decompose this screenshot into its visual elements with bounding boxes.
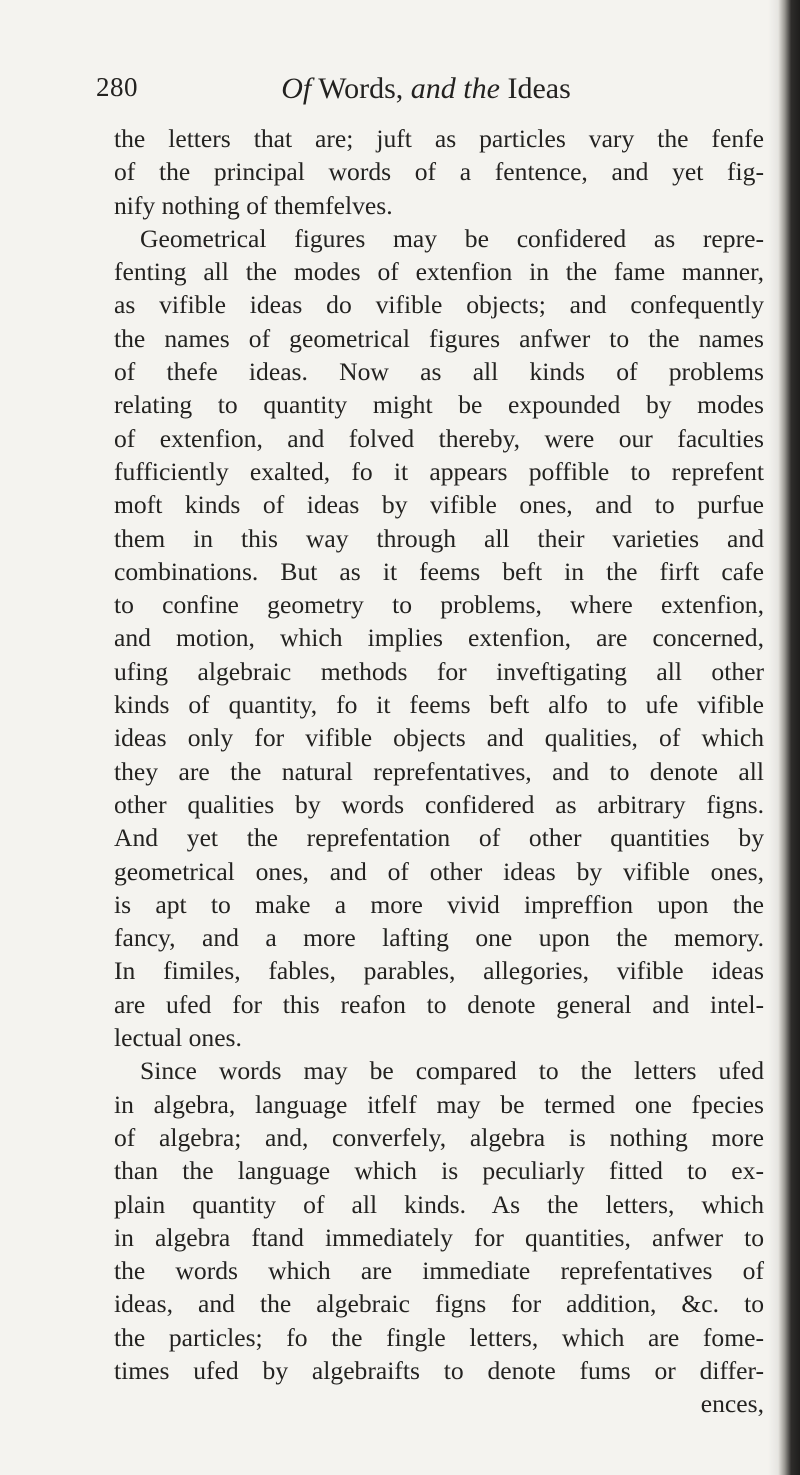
text-line: In fimiles, fables, parables, allegories, vifible ideas [114, 956, 764, 986]
text-line: and motion, which implies extenfion, are concerned, [114, 623, 764, 653]
book-spine-edge [778, 0, 800, 1475]
text-line: And yet the reprefentation of other quantities by [114, 823, 764, 853]
text-line: ufing algebraic methods for inveftigating all other [114, 656, 764, 686]
text-line: of algebra; and, converfely, algebra is nothing more [114, 1122, 764, 1152]
text-line: the particles; fo the fingle letters, which are fome- [114, 1322, 764, 1352]
text-line: kinds of quantity, fo it feems beft alfo to ufe vifible [114, 690, 764, 720]
text-line: fufficiently exalted, fo it appears poffible to reprefent [114, 456, 764, 486]
text-line: ideas, and the algebraic figns for addition, &c. to [114, 1289, 764, 1319]
running-head-ideas: Ideas [507, 72, 571, 105]
text-line: times ufed by algebraifts to denote fums or differ- [114, 1355, 764, 1385]
catchword: ences, [700, 1389, 764, 1419]
text-line: geometrical ones, and of other ideas by vifible ones, [114, 856, 764, 886]
text-line: Geometrical figures may be confidered as repre- [140, 223, 764, 253]
text-line: Since words may be compared to the letters ufed [140, 1056, 764, 1086]
text-line: nify nothing of themfelves. [114, 190, 393, 220]
text-line: than the language which is peculiarly fitted to ex- [114, 1156, 764, 1186]
text-line: the letters that are; juft as particles vary the fenfe [114, 124, 764, 153]
text-line: as vifible ideas do vifible objects; and confequently [114, 290, 764, 320]
running-head [96, 72, 736, 106]
page-header [96, 72, 736, 122]
text-line: of extenfion, and folved thereby, were our faculties [114, 423, 764, 453]
text-line: lectual ones. [114, 1023, 242, 1053]
running-head-and-the: and the [410, 72, 500, 105]
text-line: the words which are immediate reprefentatives of [114, 1256, 764, 1286]
page-number: 280 [96, 72, 138, 102]
text-line: other qualities by words confidered as arbitrary figns. [114, 789, 764, 819]
text-line: of thefe ideas. Now as all kinds of problems [114, 357, 764, 387]
text-line: moft kinds of ideas by vifible ones, and to purfue [114, 490, 764, 520]
text-line: relating to quantity might be expounded by modes [114, 390, 764, 420]
body-text [114, 122, 764, 1421]
text-line: in algebra ftand immediately for quantities, anfwer to [114, 1222, 764, 1252]
text-line: plain quantity of all kinds. As the letters, which [114, 1189, 764, 1219]
text-line: combinations. But as it feems beft in the firft cafe [114, 556, 764, 586]
text-line: in algebra, language itfelf may be termed one fpecies [114, 1089, 764, 1119]
text-line: are ufed for this reafon to denote general and intel- [114, 989, 764, 1019]
running-head-of: Of [281, 72, 312, 105]
text-line: fancy, and a more lafting one upon the memory. [114, 923, 764, 953]
text-line: is apt to make a more vivid impreffion upon the [114, 889, 764, 919]
text-line: them in this way through all their varieties and [114, 523, 764, 553]
text-line: the names of geometrical figures anfwer to the names [114, 323, 764, 353]
text-line: they are the natural reprefentatives, and to denote all [114, 756, 764, 786]
running-head-words: Words, [318, 72, 404, 105]
page-shadow [768, 0, 778, 1475]
text-line: fenting all the modes of extenfion in the fame manner, [114, 257, 764, 287]
text-line: of the principal words of a fentence, and yet fig- [114, 157, 764, 187]
text-line: ideas only for vifible objects and qualities, of which [114, 723, 764, 753]
text-line: to confine geometry to problems, where extenfion, [114, 590, 764, 620]
